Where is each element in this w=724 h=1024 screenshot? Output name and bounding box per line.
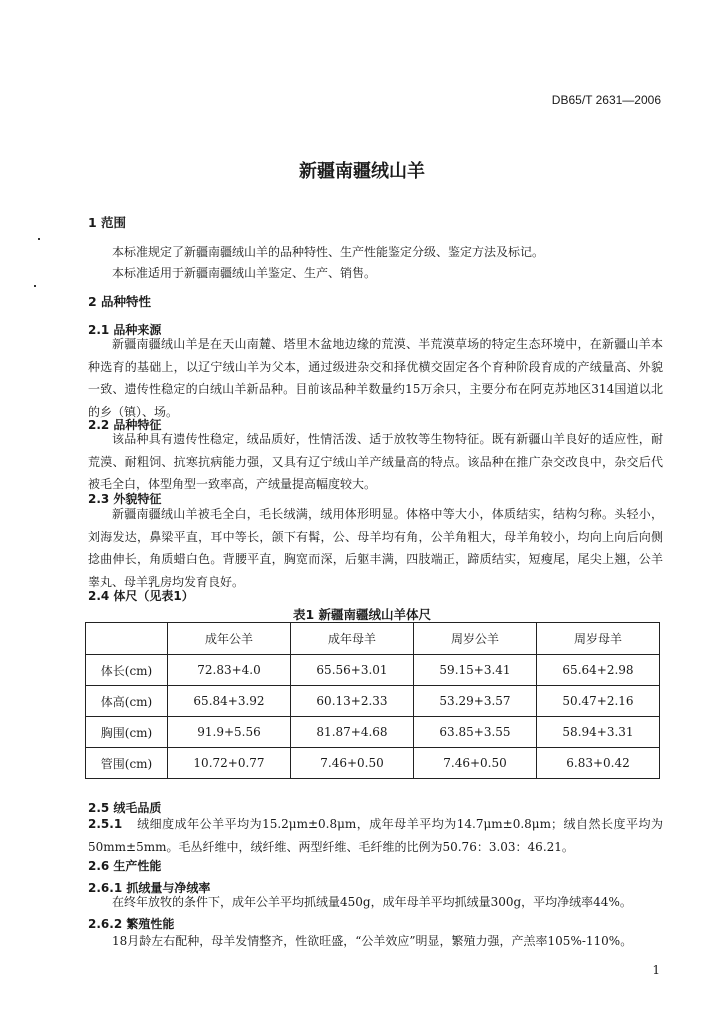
table-cell: 72.83+4.0 [168, 655, 291, 686]
row-label: 体长(cm) [86, 655, 168, 686]
section-2-2-body: 该品种具有遗传性稳定，绒品质好，性情活泼、适于放牧等生物特征。既有新疆山羊良好的适应性，耐荒漠、耐粗饲、抗寒抗病能力强，又具有辽宁绒山羊产绒量高的特点。该品种在推广杂交改良中，杂交后代被毛全白，体型角型一致率高，产绒量提高幅度较大。 [88, 432, 663, 491]
section-2-6-2-body: 18月龄左右配种，母羊发情整齐，性欲旺盛，“公羊效应”明显，繁殖力强，产羔率105%-110%。 [112, 934, 633, 948]
section-2-1-heading: 2.1 品种来源 [88, 323, 162, 337]
table-header-cell: 周岁公羊 [414, 623, 537, 655]
table-header-cell [86, 623, 168, 655]
section-2-6-heading: 2.6 生产性能 [88, 859, 162, 873]
scan-speck [34, 285, 36, 287]
table-caption: 表1 新疆南疆绒山羊体尺 [292, 607, 432, 622]
section-2-3-heading: 2.3 外貌特征 [88, 492, 162, 506]
table-cell: 10.72+0.77 [168, 748, 291, 779]
table-cell: 63.85+3.55 [414, 717, 537, 748]
table-row [86, 655, 660, 686]
section-2-5-1-body [88, 813, 663, 858]
section-1-heading: 1 范围 [88, 215, 127, 230]
table-row [86, 748, 660, 779]
table-cell: 7.46+0.50 [414, 748, 537, 779]
table-cell: 60.13+2.33 [291, 686, 414, 717]
section-2-2-heading: 2.2 品种特征 [88, 418, 162, 432]
section-2-heading: 2 品种特性 [88, 294, 152, 309]
standard-number: DB65/T 2631—2006 [551, 93, 661, 107]
table-header-row [86, 623, 660, 655]
section-2-5-1-text: 绒细度成年公羊平均为15.2μm±0.8μm，成年母羊平均为14.7μm±0.8μm；绒自然长度平均为50mm±5mm。毛丛纤维中，绒纤维、两型纤维、毛纤维的比例为50.76：3.03：46.21。 [88, 817, 663, 854]
table-cell: 65.56+3.01 [291, 655, 414, 686]
table-header-cell: 周岁母羊 [537, 623, 660, 655]
document-title: 新疆南疆绒山羊 [299, 161, 425, 182]
table-cell: 53.29+3.57 [414, 686, 537, 717]
table-cell: 50.47+2.16 [537, 686, 660, 717]
section-2-5-1-number: 2.5.1 [88, 817, 123, 831]
row-label: 管围(cm) [86, 748, 168, 779]
body-size-table [85, 622, 660, 779]
section-2-6-1-heading: 2.6.1 抓绒量与净绒率 [88, 881, 211, 895]
section-2-5-heading: 2.5 绒毛品质 [88, 801, 162, 815]
section-2-4-heading: 2.4 体尺（见表1） [88, 589, 194, 603]
table-header-cell: 成年公羊 [168, 623, 291, 655]
section-2-3-body: 新疆南疆绒山羊被毛全白，毛长绒满，绒用体形明显。体格中等大小，体质结实，结构匀称。头轻小，刘海发达，鼻梁平直，耳中等长，颌下有髯，公、母羊均有角，公羊角粗大，母羊角较小，均向上向后向侧捻曲伸长，角质蜡白色。背腰平直，胸宽而深，后躯丰满，四肢端正，蹄质结实，短瘦尾，尾尖上翘，公羊睾丸、母羊乳房均发育良好。 [88, 507, 663, 589]
table-row [86, 717, 660, 748]
table-cell: 59.15+3.41 [414, 655, 537, 686]
section-2-6-2-heading: 2.6.2 繁殖性能 [88, 917, 175, 931]
table-row [86, 686, 660, 717]
table-cell: 7.46+0.50 [291, 748, 414, 779]
section-2-1-body: 新疆南疆绒山羊是在天山南麓、塔里木盆地边缘的荒漠、半荒漠草场的特定生态环境中，在新疆山羊本种选育的基础上，以辽宁绒山羊为父本，通过级进杂交和择优横交固定各个育种阶段育成的产绒量高、外貌一致、遗传性稳定的白绒山羊新品种。目前该品种羊数量约15万余只，主要分布在阿克苏地区314国道以北的乡（镇）、场。 [88, 337, 663, 419]
table-cell: 91.9+5.56 [168, 717, 291, 748]
row-label: 体高(cm) [86, 686, 168, 717]
section-2-6-1-body: 在终年放牧的条件下，成年公羊平均抓绒量450g，成年母羊平均抓绒量300g，平均净绒率44%。 [112, 895, 632, 909]
section-1-line-2: 本标准适用于新疆南疆绒山羊鉴定、生产、销售。 [112, 266, 377, 280]
section-1-line-1: 本标准规定了新疆南疆绒山羊的品种特性、生产性能鉴定分级、鉴定方法及标记。 [112, 245, 545, 259]
row-label: 胸围(cm) [86, 717, 168, 748]
table-cell: 65.84+3.92 [168, 686, 291, 717]
table-cell: 65.64+2.98 [537, 655, 660, 686]
scan-speck [38, 238, 40, 240]
table-cell: 6.83+0.42 [537, 748, 660, 779]
table-header-cell: 成年母羊 [291, 623, 414, 655]
table-cell: 81.87+4.68 [291, 717, 414, 748]
table-cell: 58.94+3.31 [537, 717, 660, 748]
page-number: 1 [652, 963, 660, 977]
